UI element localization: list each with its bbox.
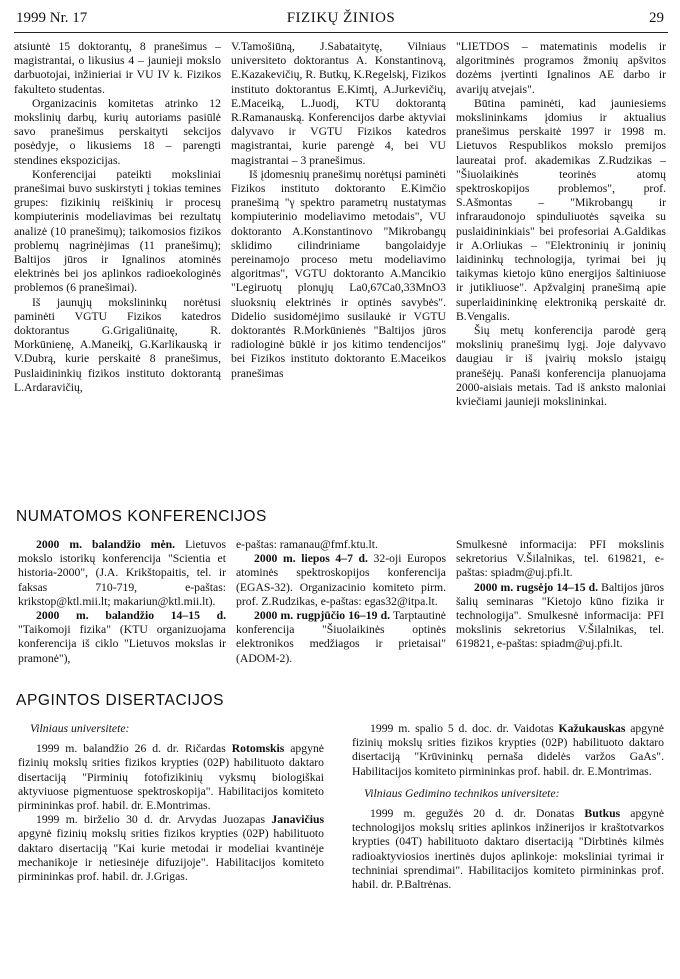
paragraph: Organizacinis komitetas atrinko 12 mokslinių darbų, kurių autoriams pasiūlė savo pranešimus perskaityti sekcijos posėdyje, o likusiems 18 – parengti stendines ekspozicijas. xyxy=(14,96,221,167)
paragraph: Iš jaunųjų mokslininkų norėtusi paminėti VGTU Fizikos katedros doktorantus G.Grigaliūnaitę, R. Morkūnienę, A.Maneikį, G.Karlikauską ir V.Dubrą, kurie perskaitė 8 pranešimus, Puslaidininkių fizikos instituto doktorantą L.Ardaravičių, xyxy=(14,295,221,394)
paragraph: Šių metų konferencija parodė gerą mokslinių pranešimų lygį. Joje dalyvavo daugiau ir iš įvairių mokslo įstaigų pranešėjų. Panaši konferencija planuojama 2000-aisiais metais. Tad iš anksto maloniai kviečiami jaunieji mokslininkai. xyxy=(456,324,666,409)
page-header xyxy=(14,6,668,33)
article-column-2 xyxy=(231,40,446,381)
paragraph: V.Tamošiūną, J.Sabataitytę, Vilniaus universiteto doktorantus A. Konstantinovą, E.Kazakevičių, R. Butkų, K.Regelskį, Fizikos instituto doktorantus E.Kimtį, A.Jurkevičių, E.Maceiką, L.Juodį, KTU doktorantą R.Ramanauską. Konferencijos darbe aktyviai dalyvavo ir VGTU Fizikos katedros magistrantai, kurie parengė 4, bei VU magistrantai – 3 pranešimus. xyxy=(231,40,446,167)
journal-title: FIZIKŲ ŽINIOS xyxy=(286,10,396,26)
paragraph: Būtina paminėti, kad jauniesiems mokslininkams įdomius ir aktualius pranešimus perskaitė 1997 ir 1998 m. Lietuvos Respublikos mokslo premijos laureatai prof. akademikas Z.Rudzikas – "Šiuolaikinės teorinės atomų spektroskopijos problemos", prof. S.Ašmontas – "Mikrobangų ir infraraudonojo spinduliuotės sąveika su puslaidininkiais" bei profesoriai A.Galdikas ir A.Orliukas – "Elektroninių ir joninių laidininkų technologija, tyrimai bei jų taikymas kietojo kūno energijos šaltiniuose ir jutikliuose". Apžvalginį pranešimą apie superlaidininkinę elektroniką perskaitė dr. B.Vengalis. xyxy=(456,96,666,323)
dissertations-left-column xyxy=(18,722,324,884)
conferences-column-2 xyxy=(236,538,446,666)
conference-entry: 2000 m. balandžio 14–15 d. "Taikomoji fizika" (KTU organizuojama konferencija iš ciklo "Lietuvos mokslas ir pramonė"), xyxy=(18,609,226,665)
conferences-column-3 xyxy=(456,538,664,652)
conference-entry: 2000 m. balandžio mėn. Lietuvos mokslo istorikų konferencija "Scientia et historia-2000", (J.A. Krikštopaitis, tel. ir faksas 710-719, e-paštas: krikstop@ktl.mii.lt; makariun@ktl.mii.lt). xyxy=(18,538,226,608)
conferences-column-1 xyxy=(18,538,226,666)
conference-entry: 2000 m. liepos 4–7 d. 32-oji Europos atominės spektroskopijos konferencija (EGAS-32). Organizacinio komiteto pirm. prof. Z.Rudzikas, e-paštas: egas32@itpa.lt. xyxy=(236,552,446,608)
university-label: Vilniaus universitete: xyxy=(30,722,130,735)
paragraph: Konferencijai pateikti moksliniai pranešimai buvo suskirstyti į tokias temines grupes: fizikinių reiškinių ir procesų kompiuterinis modeliavimas bei rezultatų analizė (10 pranešimų); taikomosios fizikos problemų nagrinėjimas (11 pranešimų); Baltijos jūros ir Ignalinos atominės elektrinės bei jos aplinkos radioekologinės problemos (6 pranešimai). xyxy=(14,167,221,295)
dissertation-entry: 1999 m. birželio 30 d. dr. Arvydas Juozapas Janavičius apgynė fizinių mokslų srities fizikos krypties (02P) habilituoto daktaro disertaciją "Kai kurie metodai ir modeliai kvantinėje mechanikoje ir netiesinėje difuzijoje". Habilitacijos komiteto pirmininkas prof. habil. dr. J.Grigas. xyxy=(18,813,324,884)
conference-entry: 2000 m. rugsėjo 14–15 d. Baltijos jūros šalių seminaras "Kietojo kūno fizika ir technologija". Smulkesnė informacija: PFI mokslinis sekretorius V.Šilalnikas, tel. 619821, e-paštas: spiadm@uj.pfi.lt. xyxy=(456,580,664,651)
dissertation-entry: 1999 m. spalio 5 d. doc. dr. Vaidotas Kažukauskas apgynė fizinių mokslų srities fizikos krypties (02P) habilituoto daktaro disertaciją "Krūvininkų pernaša didelės varžos GaAs". Habilitacijos komiteto pirmininkas prof. habil. dr. E.Montrimas. xyxy=(352,722,664,778)
university-label: Vilniaus Gedimino technikos universitete: xyxy=(364,786,560,800)
dissertation-entry: 1999 m. gegužės 20 d. dr. Donatas Butkus apgynė technologijos mokslų srities aplinkos inžinerijos ir kraštotvarkos krypties (04T) habilituoto daktaro disertaciją "Dirbtinės kilmės radioaktyviosios inertinės dujos aplinkoje: moksliniai tyrimai ir techniniai sprendimai". Habilitacijos komiteto pirmininkas prof. habil. dr. P.Baltrėnas. xyxy=(352,807,665,892)
paragraph: "LIETDOS – matematinis modelis ir algoritminės programos žmonių apšvitos dozėms įvertinti Ignalinos AE darbo ir avarijų atvejais". xyxy=(456,40,666,96)
paragraph: Iš įdomesnių pranešimų norėtųsi paminėti Fizikos instituto doktoranto E.Kimčio pranešimą "γ spektro parametrų nustatymas kompiuterinio modeliavimo metodais", VU doktoranto A.Konstantinovo "Mikrobangų sklidimo cilindriniame bangolaidyje pereinamojo proceso metu modeliavimo algoritmas", VGTU doktoranto A.Mancikio "Legiruotų plonųjų La0,67Ca0,33MnO3 sluoksnių elektrinės ir optinės savybės". Didelio susidomėjimo susilaukė ir VGTU doktorantės R.Morkūnienės "Baltijos jūros radiologinė būklė ir jos kitimo tendencijos" bei Fizikos instituto doktoranto E.Maceikos pranešimas xyxy=(231,167,446,380)
dissertation-entry: 1999 m. balandžio 26 d. dr. Ričardas Rotomskis apgynė fizinių mokslų srities fizikos krypties (02P) habilituoto daktaro disertaciją "Pirminių fotofizikinių vyksmų biologiškai aktyviuose pigmentuose spektroskopija". Habilitacijos komiteto pirmininkas prof. habil. dr. E.Montrimas. xyxy=(18,742,324,813)
dissertations-right-column xyxy=(352,722,664,892)
page-number: 29 xyxy=(649,10,664,26)
conference-entry: Smulkesnė informacija: PFI mokslinis sekretorius V.Šilalnikas, tel. 619821, e-paštas: spiadm@uj.pfi.lt. xyxy=(456,538,664,580)
conference-entry: e-paštas: ramanau@fmf.ktu.lt. xyxy=(236,538,378,551)
article-column-1 xyxy=(14,40,221,395)
article-column-3 xyxy=(456,40,666,409)
section-heading-conferences: NUMATOMOS KONFERENCIJOS xyxy=(16,508,267,525)
issue-label: 1999 Nr. 17 xyxy=(16,10,88,26)
paragraph: atsiuntė 15 doktorantų, 8 pranešimus – magistrantai, o likusius 4 – jaunieji mokslo darbuotojai, inžinieriai ir VU IV k. Fizikos fakulteto studentas. xyxy=(14,40,221,96)
conference-entry: 2000 m. rugpjūčio 16–19 d. Tarptautinė konferencija "Šiuolaikinės optinės elektronikos medžiagos ir prietaisai" (ADOM-2). xyxy=(236,609,446,665)
section-heading-dissertations: APGINTOS DISERTACIJOS xyxy=(16,692,225,709)
